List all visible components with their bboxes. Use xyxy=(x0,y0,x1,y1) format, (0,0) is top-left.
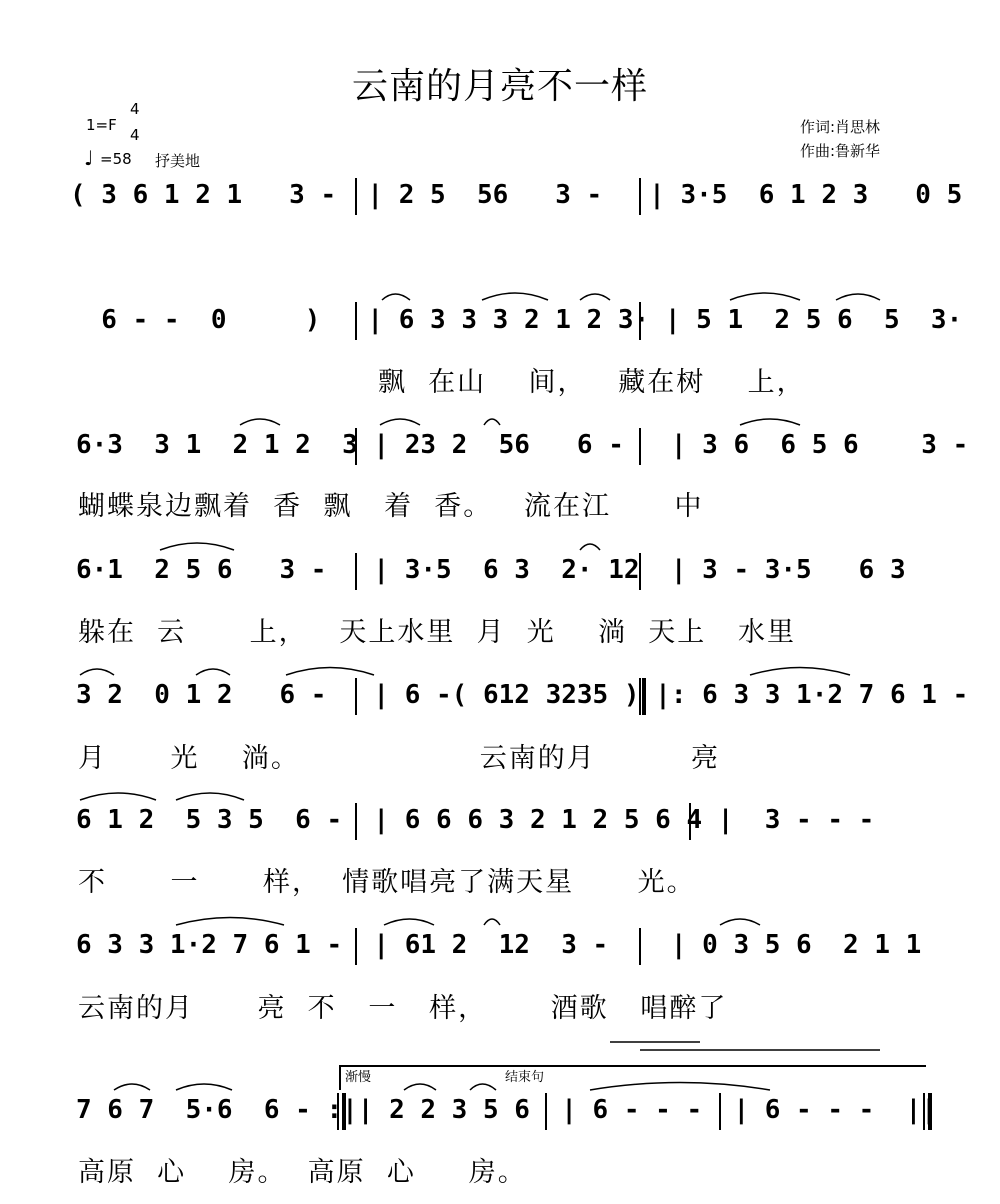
lyricist-credit: 作词:肖思林 xyxy=(800,118,881,136)
lyric-line-3: 蝴蝶泉边飘着 香 飘 着 香。 流在江 中 xyxy=(78,491,704,522)
notation-line-7: 6 3 3 1·2 7 6 1 - | 61 2 12 3 - | 0 3 5 6 2 1 1 xyxy=(76,930,922,960)
notation-line-5: 3 2 0 1 2 6 - | 6 -( 612 3235 ) |: 6 3 3 1·2 7 6 1 - xyxy=(76,680,969,710)
lyric-line-4: 躲在 云 上， 天上水里 月 光 淌 天上 水里 xyxy=(78,617,796,648)
lyric-line-8: 高原 心 房。 高原 心 房。 xyxy=(78,1157,527,1188)
lyric-line-6: 不 一 样， 情歌唱亮了满天星 光。 xyxy=(78,867,696,898)
notation-line-4: 6·1 2 5 6 3 - | 3·5 6 3 2· 12 | 3 - 3·5 6 3 xyxy=(76,555,906,585)
ending-marking: 结束句 xyxy=(505,1070,545,1085)
quarter-note-icon: ♩ xyxy=(84,146,94,170)
ritardando-marking: 渐慢 xyxy=(345,1070,372,1085)
time-signature-top: 4 xyxy=(130,100,140,118)
song-title: 云南的月亮不一样 xyxy=(351,66,648,107)
notation-line-2: 6 - - 0 ) | 6 3 3 3 2 1 2 3· | 5 1 2 5 6 5 3· xyxy=(70,305,963,335)
key-signature: 1=F xyxy=(86,116,117,134)
lyric-line-5: 月 光 淌。 云南的月 亮 xyxy=(78,743,720,774)
expression-marking: 抒美地 xyxy=(155,152,201,170)
lyric-line-7: 云南的月 亮 不 一 样， 酒歌 唱醉了 xyxy=(78,993,728,1024)
notation-line-3: 6·3 3 1 2 1 2 3 | 23 2 56 6 - | 3 6 6 5 6 3 - xyxy=(76,430,969,460)
tempo-marking: =58 xyxy=(100,150,132,168)
lyric-line-2: 飘 在山 间， 藏在树 上， xyxy=(378,367,806,398)
time-signature-bottom: 4 xyxy=(130,126,140,144)
composer-credit: 作曲:鲁新华 xyxy=(800,142,881,160)
notation-line-8: 7 6 7 5·6 6 - :|| 2 2 3 5 6 | 6 - - - | 6 - - - || xyxy=(76,1095,937,1125)
notation-line-6: 6 1 2 5 3 5 6 - | 6 6 6 3 2 1 2 5 6 4 | 3 - - - xyxy=(76,805,875,835)
notation-line-1: ( 3 6 1 2 1 3 - | 2 5 56 3 - | 3·5 6 1 2 3 0 5 xyxy=(70,180,963,210)
